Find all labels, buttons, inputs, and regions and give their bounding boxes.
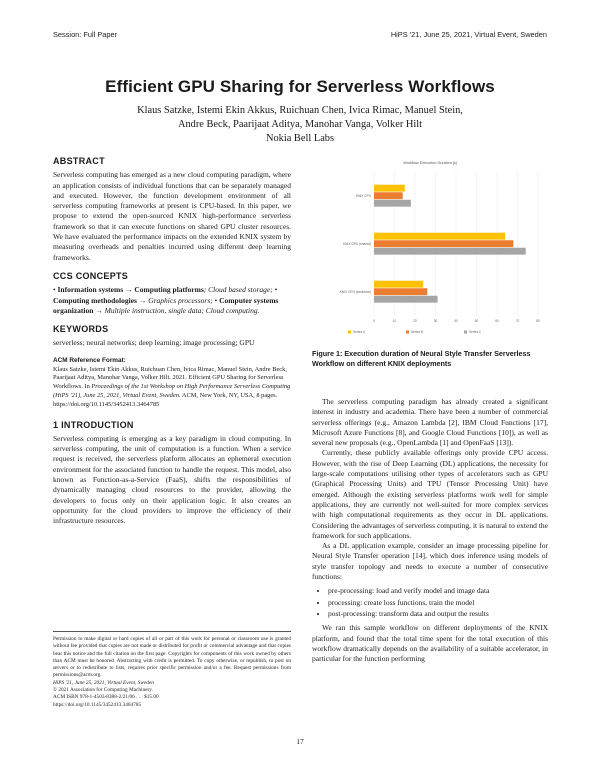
footnote-isbn: ACM ISBN 978-1-4503-8388-2/21/06 . . . $15.00 [53, 694, 159, 701]
figure-caption-text: Execution duration of Neural Style Transfer Serverless Workflow on different KNIX deployments [312, 349, 531, 368]
bar [374, 240, 513, 247]
ccs-term: Multiple instruction, single data; Cloud computing. [104, 305, 260, 315]
list-item: • pre-processing: load and verify model and image data [328, 586, 548, 596]
ccs-concepts: • Information systems → Computing platforms; Cloud based storage; • Computing methodologies → Graphics processors; • Computer systems organization → Multiple instruction, single data; Cloud computing. [53, 285, 279, 315]
ccs-term: ; Cloud based storage; [203, 285, 273, 295]
ccs-term: Computing methodologies [53, 295, 137, 305]
x-tick-label: 10 [392, 319, 397, 323]
acm-reference-authors: Klaus Satzke, Istemi Ekin Akkus, Ruichuan Chen, Ivica Rimac, Manuel Stein, Andre Beck, Paarijaat Aditya, Manohar Vanga, Volker Hilt. 2021. Efficient GPU Sharing for Serverless Workflows. In [53, 365, 287, 391]
ccs-term: Graphics processors; [148, 295, 213, 305]
body-paragraph: We ran this sample workflow on different deployments of the KNIX platform, and found that the total time spent for the total execution of this workflow dramatically depends on the availability of a suitable accelerator, in particular for the function performing [312, 623, 548, 664]
intro-heading: 1 INTRODUCTION [53, 419, 134, 430]
ccs-term: Computing platforms [134, 285, 204, 295]
x-tick-label: 30 [433, 319, 438, 323]
category-label: KNIX GPU (shared) [343, 242, 371, 246]
bar [374, 248, 526, 255]
x-tick-label: 80 [536, 319, 540, 323]
x-tick-label: 50 [474, 319, 479, 323]
footnote-copyright: © 2021 Association for Computing Machinery. [53, 687, 153, 694]
ccs-term: Computer systems organization [53, 295, 279, 315]
affiliation: Nokia Bell Labs [265, 133, 335, 144]
bar [374, 200, 411, 207]
author-line: Klaus Satzke, Istemi Ekin Akkus, Ruichuan Chen, Ivica Rimac, Manuel Stein, [137, 105, 463, 116]
body-paragraph: The serverless computing paradigm has already created a significant interest in industry and academia. There have been a number of commercial serverless offerings (e.g., Amazon Lambda [2], IBM Cloud Functions [17], Microsoft Azure Functions [8], and Google Cloud Functions [10]), as well as several new proposals (e.g., OpenLambda [1] and OpenFaaS [13]). [312, 397, 548, 448]
abstract-text: Serverless computing has emerged as a new cloud computing paradigm, where an application consists of individual functions that can be separately managed and executed. However, the function development environment of all serverless computing frameworks at present is CPU-based. In this paper, we propose to extend the open-sourced KNIX high-performance serverless framework so that it can execute functions on shared GPU cluster resources. We have evaluated the performance impacts on the extended KNIX system by measuring overheads and penalties incurred using different deep learning frameworks. [53, 170, 291, 262]
abstract-heading: ABSTRACT [53, 156, 105, 166]
figure-1-chart [312, 160, 548, 342]
legend-swatch [406, 331, 409, 334]
paper-title: Efficient GPU Sharing for Serverless Workflows [105, 77, 495, 96]
ccs-term: Information systems [57, 285, 124, 295]
left-column [53, 156, 291, 535]
legend-label: Series B [411, 330, 424, 334]
footnote-venue: HiPS '21, June 25, 2021, Virtual Event, Sweden [53, 679, 154, 686]
function-list [312, 586, 548, 619]
bar [374, 288, 427, 295]
running-header-left: Session: Full Paper [53, 30, 118, 39]
acm-reference-rest: ACM, New York, NY, USA, 8 pages. https://doi.org/10.1145/3452413.3464785 [53, 391, 278, 408]
list-item: • post-processing: transform data and output the results [328, 609, 548, 619]
author-line: Andre Beck, Paarijaat Aditya, Manohar Vanga, Volker Hilt [177, 119, 423, 130]
bar [374, 296, 438, 303]
right-column [312, 397, 548, 664]
legend-swatch [464, 331, 467, 334]
ccs-heading: CCS CONCEPTS [53, 270, 129, 281]
acm-reference [53, 357, 291, 410]
bar [374, 281, 423, 288]
figure-caption [312, 349, 548, 368]
keywords-heading: KEYWORDS [53, 324, 109, 335]
permission-notice: Permission to make digital or hard copies of all or part of this work for personal or classroom use is granted without fee provided that copies are not made or distributed for profit or commercial advantage and that copies bear this notice and the full citation on the first page. Copyrights for components of this work owned by others than ACM must be honored. Abstracting with credit is permitted. To copy otherwise, or republish, to post on servers or to redistribute to lists, requires prior specific permission and/or a fee. Request permissions from permissions@acm.org. [53, 636, 291, 679]
category-label: KNIX CPU [355, 194, 371, 198]
page-number: 17 [296, 737, 304, 746]
bar [374, 233, 505, 240]
body-paragraph: As a DL application example, consider an image processing pipeline for Neural Style Transfer operation [14], which does inference using models of style transfer topology and needs to execute a number of consecutive functions: [312, 541, 548, 582]
x-tick-label: 70 [515, 319, 520, 323]
copyright-footnote [53, 631, 291, 709]
legend-swatch [348, 331, 351, 334]
legend-label: Series C [469, 330, 482, 334]
legend-label: Series A [353, 330, 365, 334]
x-tick-label: 0 [373, 319, 375, 323]
footnote-doi: https://doi.org/10.1145/3452413.3464785 [53, 701, 142, 708]
x-tick-label: 40 [454, 319, 458, 323]
intro-paragraph: Serverless computing is emerging as a key paradigm in cloud computing. In serverless computing, the unit of computation is a function. When a service request is received, the serverless platform allocates an ephemeral execution environment for the associated function to handle the request. This model, also known as Function-as-a-Service (FaaS), shifts the responsibilities of dynamically managing cloud resources to the provider, allowing the developers to focus only on their application logic. It also creates an opportunity for the cloud providers to improve the efficiency of their infrastructure resources. [53, 433, 291, 526]
list-item: • processing: create loss functions, train the model [328, 598, 548, 608]
chart-title: Workflow Execution Duration [s] [403, 161, 457, 165]
x-tick-label: 60 [495, 319, 499, 323]
figure-label: Figure 1: [312, 349, 343, 358]
keywords-text: serverless; neural networks; deep learning; image processing; GPU [53, 338, 255, 348]
category-label: KNIX GPU (exclusive) [339, 290, 371, 294]
author-block [60, 104, 540, 146]
body-paragraph: Currently, these publicly available offerings only provide CPU access. However, with the rise of Deep Learning (DL) applications, the necessity for large-scale computations utilising other types of accelerators such as GPU (Graphical Processing Units) and TPU (Tensor Processing Unit) have emerged. Although the existing serverless platforms work well for simple applications, they are currently not well-suited for more complex services with high computational requirements as they occur in DL applications. Considering the advantages of serverless computing, it is natural to extend the framework for such applications. [312, 448, 548, 540]
x-tick-label: 20 [413, 319, 417, 323]
bar [374, 185, 405, 192]
bar [374, 192, 403, 199]
acm-reference-title: ACM Reference Format: [53, 356, 126, 364]
acm-reference-venue: Proceedings of the 1st Workshop on High Performance Serverless Computing (HiPS '21), June 25, 2021, Virtual Event, Sweden. [53, 383, 291, 399]
running-header-right: HiPS '21, June 25, 2021, Virtual Event, Sweden [390, 30, 547, 39]
